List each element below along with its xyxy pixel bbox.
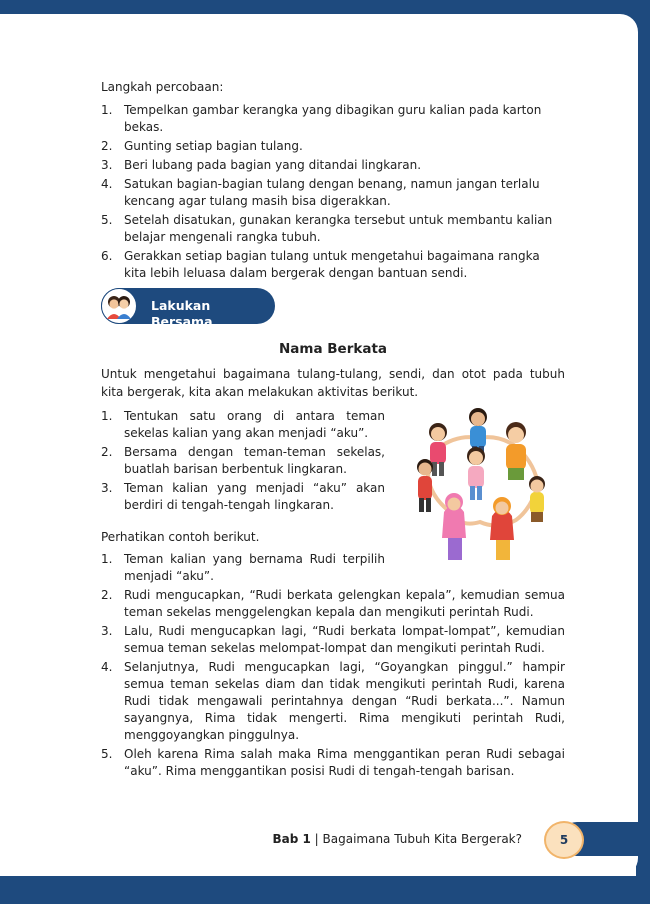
list-item: 1. Teman kalian yang bernama Rudi terpilih menjadi “aku”.	[101, 552, 385, 583]
child-7	[442, 493, 466, 560]
children-circle-illustration	[408, 404, 558, 568]
example-heading: Perhatikan contoh berikut.	[101, 530, 260, 544]
right-band	[636, 0, 650, 904]
footer-chapter: Bab 1 | Bagaimana Tubuh Kita Bergerak?	[272, 832, 522, 846]
activity-title: Nama Berkata	[278, 341, 388, 357]
list-item: 3. Beri lubang pada bagian yang ditandai lingkaran.	[101, 158, 422, 172]
list-item: 2. Rudi mengucapkan, “Rudi berkata gelengkan kepala”, kemudian semua teman sekelas menggelengkan kepala dan mengikuti perintah Rudi.	[101, 588, 565, 619]
steps-section	[101, 79, 565, 284]
child-4	[529, 476, 545, 522]
list-item: 6. Gerakkan setiap bagian tulang untuk mengetahui bagaimana rangka kita lebih leluasa dalam bergerak dengan bantuan sendi.	[101, 249, 540, 280]
list-item: 4. Selanjutnya, Rudi mengucapkan lagi, “Goyangkan pinggul.” hampir semua teman sekelas diam dan tidak mengikuti perintah Rudi, karena Rudi tidak mengawali perintahnya dengan “Rudi berkata...”. Namun sayangnya, Rima tidak mengerti. Rima mengikuti perintah Rudi, menggoyangkan pinggulnya.	[101, 660, 565, 742]
list-item: 5. Setelah disatukan, gunakan kerangka tersebut untuk membantu kalian belajar mengenali rangka tubuh.	[101, 213, 553, 244]
steps-list	[101, 102, 565, 282]
bottom-band	[0, 876, 650, 904]
child-3	[506, 422, 526, 480]
child-5	[467, 447, 485, 500]
activity-intro: Untuk mengetahui bagaimana tulang-tulang, sendi, dan otot pada tubuh kita bergerak, kita akan melakukan aktivitas berikut.	[101, 367, 565, 399]
activity-steps	[101, 408, 385, 516]
list-item: 3. Teman kalian yang menjadi “aku” akan berdiri di tengah-tengah lingkaran.	[101, 481, 385, 512]
children-icon	[101, 288, 137, 324]
list-item: 1. Tempelkan gambar kerangka yang dibagikan guru kalian pada karton bekas.	[101, 103, 542, 134]
list-item: 4. Satukan bagian-bagian tulang dengan benang, namun jangan terlalu kencang agar tulang masih bisa digerakkan.	[101, 177, 540, 208]
lakukan-bersama-banner	[101, 288, 275, 329]
list-item: 3. Lalu, Rudi mengucapkan lagi, “Rudi berkata lompat-lompat”, kemudian semua teman sekelas melompat-lompat dan mengikuti perintah Rudi.	[101, 624, 565, 655]
chapter-label: Bab 1	[272, 832, 311, 846]
list-item: 2. Bersama dengan teman-teman sekelas, buatlah barisan berbentuk lingkaran.	[101, 445, 385, 476]
child-8	[490, 497, 514, 560]
banner-label: Lakukan Bersama	[151, 298, 213, 329]
example-list	[101, 551, 565, 782]
page-number: 5	[544, 821, 584, 859]
list-item: 1. Tentukan satu orang di antara teman sekelas kalian yang akan menjadi “aku”.	[101, 409, 385, 440]
steps-heading: Langkah percobaan:	[101, 80, 224, 94]
child-6	[417, 459, 433, 512]
list-item: 2. Gunting setiap bagian tulang.	[101, 139, 303, 153]
list-item: 5. Oleh karena Rima salah maka Rima menggantikan peran Rudi sebagai “aku”. Rima menggantikan posisi Rudi di tengah-tengah barisan.	[101, 747, 565, 778]
chapter-title: Bagaimana Tubuh Kita Bergerak?	[322, 832, 522, 846]
